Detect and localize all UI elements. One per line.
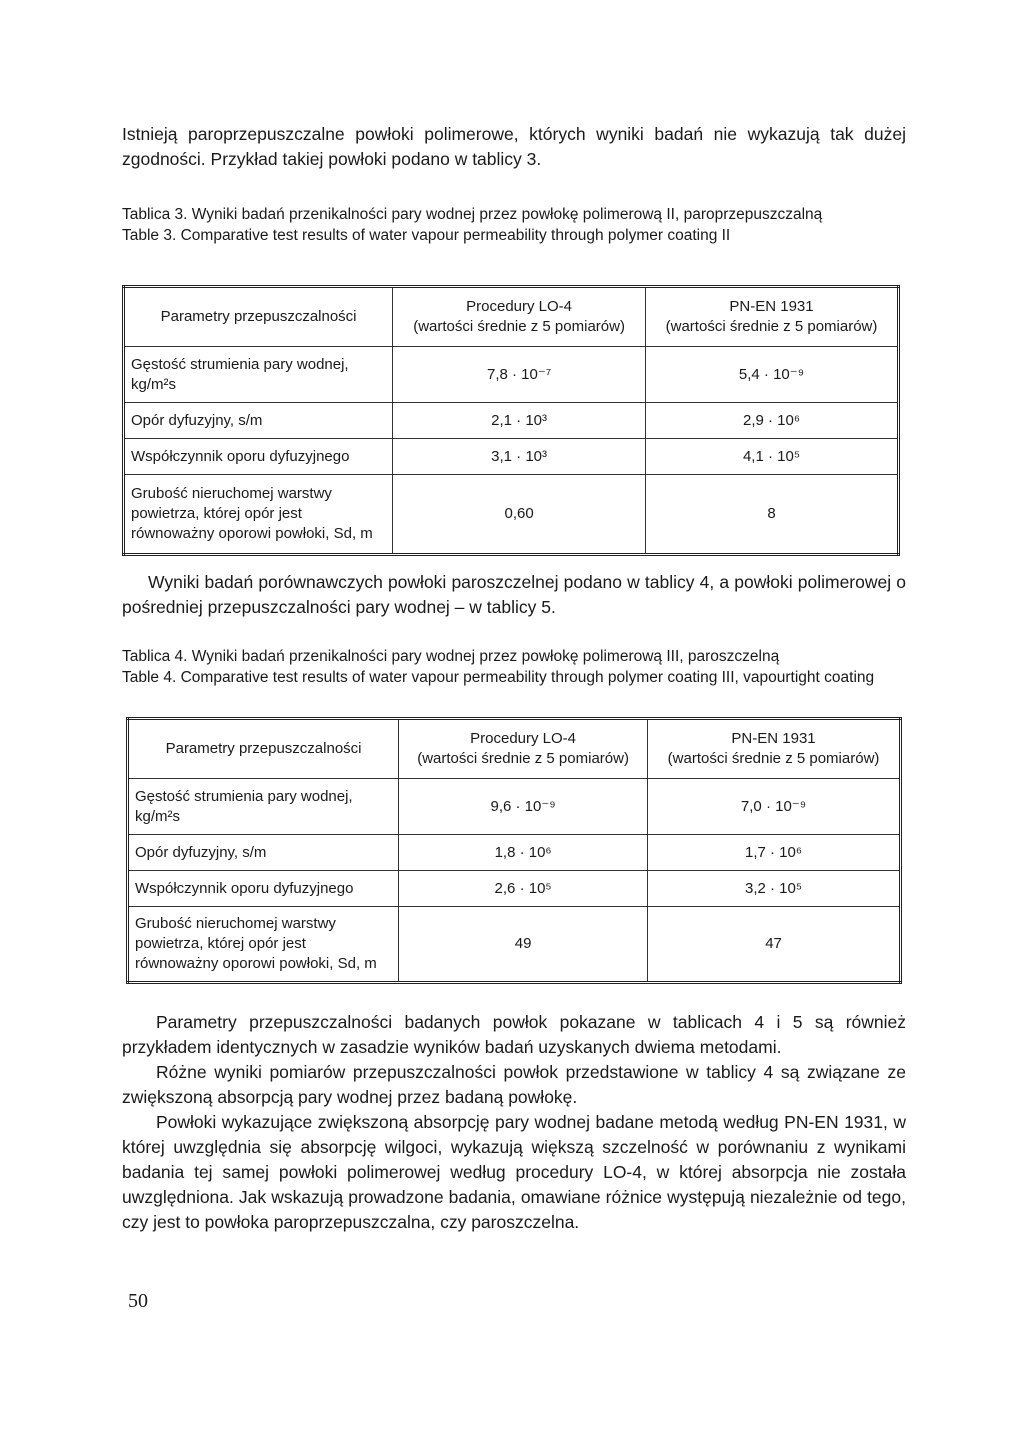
table4-caption-pl: Tablica 4. Wyniki badań przenikalności pary wodnej przez powłokę polimerową III, paroszczelną bbox=[122, 648, 780, 665]
row-label: Gęstość strumienia pary wodnej, kg/m²s bbox=[128, 779, 399, 835]
closing-paragraph-3: Powłoki wykazujące zwiększoną absorpcję pary wodnej badane metodą według PN-EN 1931, w której uwzględnia się absorpcję wilgoci, wykazują większą szczelność w porównaniu z wynikami badania tej samej powłoki polimerowej według procedury LO-4, w której absorpcja nie została uwzględniona. Jak wskazują prowadzone badania, omawiane różnice występują niezależnie od tego, czy jest to powłoka paroprzepuszczalna, czy paroszczelna. bbox=[122, 1112, 906, 1232]
row-label: Grubość nieruchomej warstwy powietrza, której opór jest równoważny oporowi powłoki, Sd, m bbox=[124, 475, 393, 555]
row-value-pnen: 8 bbox=[646, 475, 899, 555]
table4 bbox=[126, 717, 902, 984]
table-row bbox=[128, 835, 901, 871]
table3-header-col1 bbox=[393, 287, 646, 347]
table-row bbox=[128, 779, 901, 835]
page-number: 50 bbox=[128, 1290, 148, 1312]
row-value-lo4: 0,60 bbox=[393, 475, 646, 555]
row-label: Współczynnik oporu dyfuzyjnego bbox=[128, 871, 399, 907]
table-row bbox=[128, 907, 901, 983]
table-row bbox=[124, 439, 899, 475]
table-row bbox=[124, 347, 899, 403]
table3-header-param: Parametry przepuszczalności bbox=[124, 287, 393, 347]
row-value-pnen: 47 bbox=[648, 907, 901, 983]
closing-paragraph-1: Parametry przepuszczalności badanych powłok pokazane w tablicach 4 i 5 są również przykładem identycznych w zasadzie wyników badań uzyskanych dwiema metodami. bbox=[122, 1012, 906, 1057]
table4-col2-title: PN-EN 1931 bbox=[731, 730, 816, 747]
intro-paragraph: Istnieją paroprzepuszczalne powłoki polimerowe, których wyniki badań nie wykazują tak dużej zgodności. Przykład takiej powłoki podano w tablicy 3. bbox=[122, 124, 906, 169]
row-value-lo4: 2,6 · 10⁵ bbox=[399, 871, 648, 907]
row-value-pnen: 4,1 · 10⁵ bbox=[646, 439, 899, 475]
row-value-pnen: 7,0 · 10⁻⁹ bbox=[648, 779, 901, 835]
table3-col2-title: PN-EN 1931 bbox=[729, 298, 814, 315]
table3-caption-pl: Tablica 3. Wyniki badań przenikalności pary wodnej przez powłokę polimerową II, paroprzepuszczalną bbox=[122, 206, 823, 223]
row-value-pnen: 1,7 · 10⁶ bbox=[648, 835, 901, 871]
table-row bbox=[124, 475, 899, 555]
table-row bbox=[124, 403, 899, 439]
row-label: Opór dyfuzyjny, s/m bbox=[124, 403, 393, 439]
table3 bbox=[122, 285, 900, 556]
table3-col2-sub: (wartości średnie z 5 pomiarów) bbox=[665, 318, 878, 335]
row-label: Opór dyfuzyjny, s/m bbox=[128, 835, 399, 871]
table3-header-col2 bbox=[646, 287, 899, 347]
table3-col1-sub: (wartości średnie z 5 pomiarów) bbox=[413, 318, 625, 335]
row-label: Współczynnik oporu dyfuzyjnego bbox=[124, 439, 393, 475]
mid-paragraph: Wyniki badań porównawczych powłoki paroszczelnej podano w tablicy 4, a powłoki polimerowej o pośredniej przepuszczalności pary wodnej – w tablicy 5. bbox=[122, 572, 906, 617]
row-value-lo4: 3,1 · 10³ bbox=[393, 439, 646, 475]
row-value-lo4: 49 bbox=[399, 907, 648, 983]
table4-header-param: Parametry przepuszczalności bbox=[128, 719, 399, 779]
row-value-pnen: 5,4 · 10⁻⁹ bbox=[646, 347, 899, 403]
table4-caption-en: Table 4. Comparative test results of water vapour permeability through polymer coating III, vapourtight coating bbox=[122, 669, 875, 686]
table3-caption bbox=[122, 204, 906, 246]
row-value-lo4: 1,8 · 10⁶ bbox=[399, 835, 648, 871]
row-value-pnen: 3,2 · 10⁵ bbox=[648, 871, 901, 907]
table4-header-col1 bbox=[399, 719, 648, 779]
row-value-lo4: 9,6 · 10⁻⁹ bbox=[399, 779, 648, 835]
table3-caption-en: Table 3. Comparative test results of water vapour permeability through polymer coating II bbox=[122, 227, 731, 244]
table4-col1-title: Procedury LO-4 bbox=[470, 730, 577, 747]
table4-header-col2 bbox=[648, 719, 901, 779]
row-value-pnen: 2,9 · 10⁶ bbox=[646, 403, 899, 439]
row-value-lo4: 7,8 · 10⁻⁷ bbox=[393, 347, 646, 403]
row-value-lo4: 2,1 · 10³ bbox=[393, 403, 646, 439]
row-label: Gęstość strumienia pary wodnej, kg/m²s bbox=[124, 347, 393, 403]
table4-caption bbox=[122, 646, 906, 688]
table3-col1-title: Procedury LO-4 bbox=[466, 298, 573, 315]
table-row bbox=[128, 871, 901, 907]
table4-col1-sub: (wartości średnie z 5 pomiarów) bbox=[417, 750, 629, 767]
row-label: Grubość nieruchomej warstwy powietrza, której opór jest równoważny oporowi powłoki, Sd, m bbox=[128, 907, 399, 983]
table4-col2-sub: (wartości średnie z 5 pomiarów) bbox=[667, 750, 880, 767]
closing-paragraph-2: Różne wyniki pomiarów przepuszczalności powłok przedstawione w tablicy 4 są związane ze zwiększoną absorpcją pary wodnej przez badaną powłokę. bbox=[122, 1062, 906, 1107]
table4-header-row bbox=[128, 719, 901, 779]
table3-header-row bbox=[124, 287, 899, 347]
